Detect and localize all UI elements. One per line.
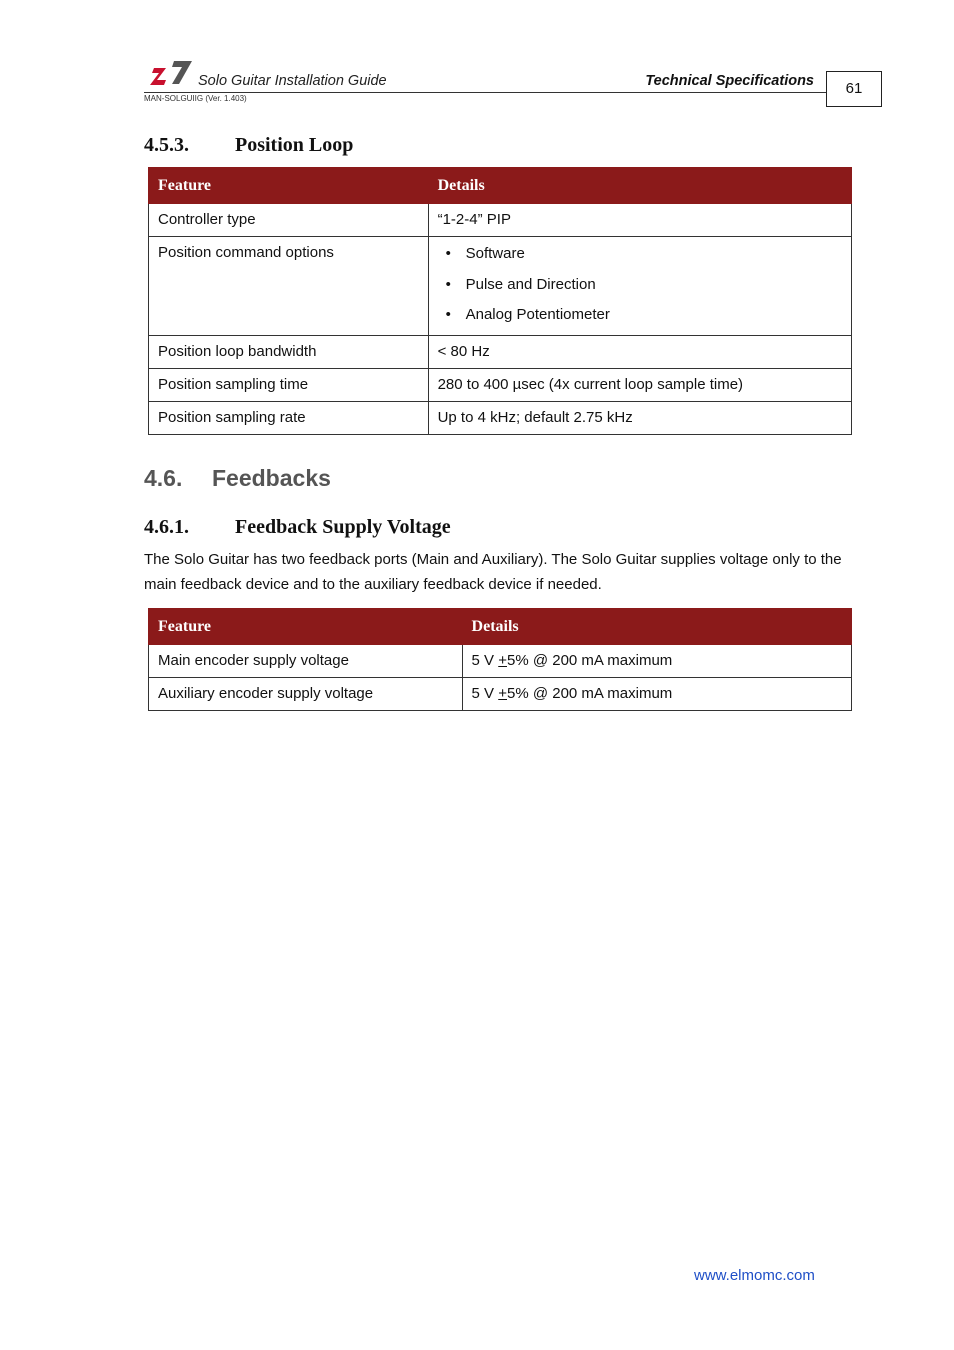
details-cell: Up to 4 kHz; default 2.75 kHz <box>437 408 633 426</box>
feature-cell: Position sampling time <box>158 375 309 393</box>
column-header-details: Details <box>462 609 851 645</box>
heading-number: 4.6. <box>144 465 183 491</box>
feature-cell: Position command options <box>158 244 334 261</box>
heading-feedback-supply-voltage <box>144 516 451 539</box>
plus-minus-symbol: + <box>498 685 507 702</box>
list-item: • Analog Potentiometer <box>438 300 842 331</box>
list-item: • Pulse and Direction <box>438 270 842 301</box>
table-row <box>149 401 852 434</box>
feature-cell: Position sampling rate <box>158 408 306 426</box>
heading-title: Position Loop <box>235 134 354 156</box>
column-header-feature: Feature <box>149 168 429 204</box>
document-id: MAN-SOLGUIIG (Ver. 1.403) <box>144 94 247 103</box>
feature-cell: Controller type <box>158 211 256 228</box>
document-title: Solo Guitar Installation Guide <box>198 73 387 89</box>
column-header-feature: Feature <box>149 609 463 645</box>
heading-feedbacks <box>144 465 331 492</box>
details-cell: 5 V +5% @ 200 mA maximum <box>471 652 673 669</box>
feature-cell: Auxiliary encoder supply voltage <box>158 685 374 702</box>
section-name: Technical Specifications <box>645 73 814 89</box>
table-row <box>149 237 852 336</box>
heading-title: Feedback Supply Voltage <box>235 516 451 538</box>
list-item: • Software <box>438 239 842 270</box>
details-cell: “1-2-4” PIP <box>437 211 511 228</box>
heading-position-loop <box>144 134 353 157</box>
table-row <box>149 204 852 237</box>
elmo-logo-icon <box>148 58 194 88</box>
table-header-row <box>149 609 852 645</box>
position-loop-table <box>148 167 852 435</box>
heading-number: 4.6.1. <box>144 516 189 538</box>
feature-cell: Main encoder supply voltage <box>158 652 349 669</box>
plus-minus-symbol: + <box>498 652 507 669</box>
details-cell: 5 V +5% @ 200 mA maximum <box>471 685 673 702</box>
feedback-supply-table <box>148 608 852 711</box>
bullet-list <box>438 239 842 331</box>
table-row <box>149 335 852 368</box>
heading-title: Feedbacks <box>212 465 331 491</box>
details-cell: < 80 Hz <box>437 342 490 360</box>
feedback-description: The Solo Guitar has two feedback ports (Main and Auxiliary). The Solo Guitar supplies voltage only to the main feedback device and to the auxiliary feedback device if needed. <box>144 551 842 593</box>
heading-number: 4.5.3. <box>144 134 189 156</box>
details-cell: 280 to 400 µsec (4x current loop sample time) <box>437 375 744 393</box>
website-link[interactable]: www.elmomc.com <box>694 1267 815 1284</box>
table-row <box>149 678 852 711</box>
feature-cell: Position loop bandwidth <box>158 342 317 360</box>
column-header-details: Details <box>428 168 851 204</box>
header-rule <box>144 92 826 93</box>
table-row <box>149 368 852 401</box>
page-header <box>144 56 884 108</box>
table-header-row <box>149 168 852 204</box>
table-row <box>149 645 852 678</box>
page-number: 61 <box>826 71 882 107</box>
